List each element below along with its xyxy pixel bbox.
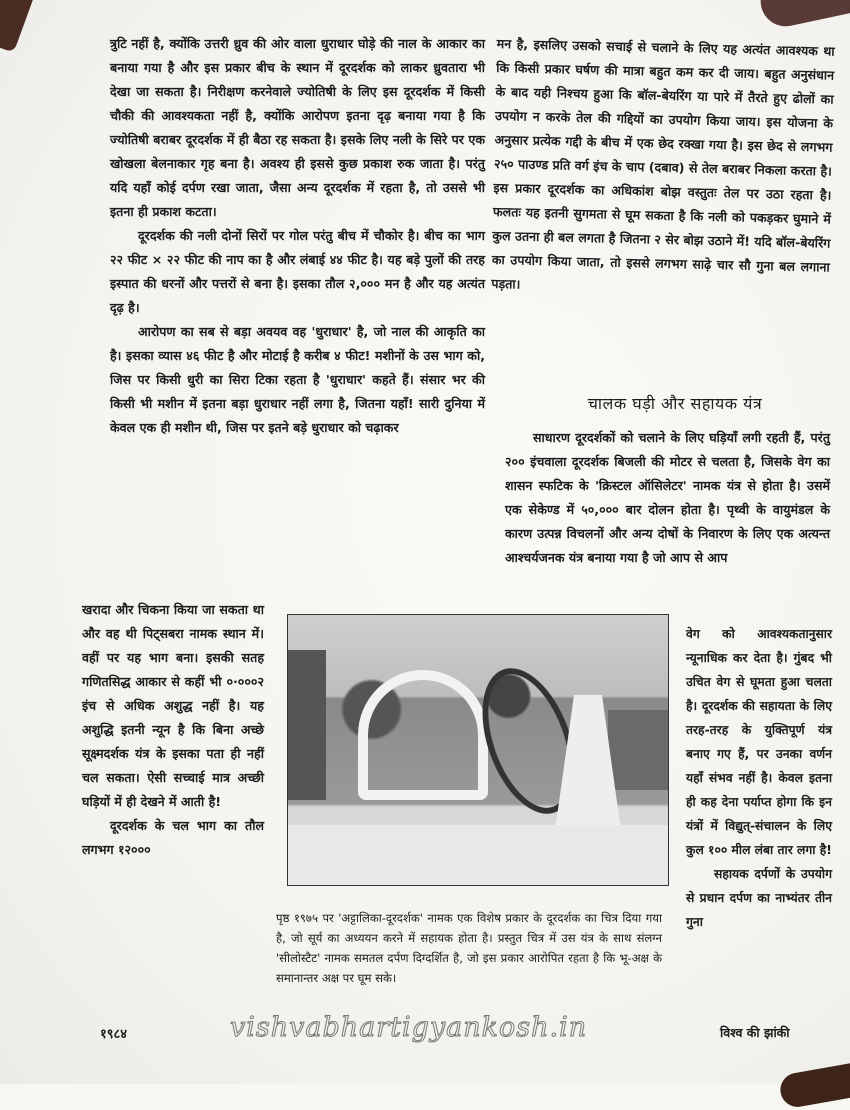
paragraph: त्रुटि नहीं है, क्योंकि उत्तरी ध्रुव की ओर वाला धुराधार घोड़े की नाल के आकार का बनाया गया है और इस प्रकार बीच के स्थान में दूरदर्शक को लाकर ध्रुवतारा भी देखा जा सकता है। निरीक्षण करनेवाले ज्योतिषी के लिए इस दूरदर्शक में किसी चौकी की आवश्यकता नहीं है, क्योंकि आरोपण इतना दृढ़ बनाया गया है कि ज्योतिषी बराबर दूरदर्शक में ही बैठा रह सकता है। इसके लिए नली के सिरे पर एक खोखला बेलनाकार गृह बना है। अवश्य ही इससे कुछ प्रकाश रुक जाता है। परंतु यदि यहाँ कोई दर्पण रखा जाता, जैसा अन्य दूरदर्शक में रहता है, तो उससे भी इतना ही प्रकाश कटता।: [110, 36, 485, 219]
paragraph: दूरदर्शक की नली दोनों सिरों पर गोल परंतु बीच में चौकोर है। बीच का भाग २२ फीट × २२ फीट की नाप का है और लंबाई ४४ फीट है। यह बड़े पुलों की तरह इस्पात की धरनों और पत्तरों से बना है। इसका तौल २,००० मन है और यह अत्यंत दृढ़ है।: [110, 228, 485, 315]
paragraph: सहायक दर्पणों के उपयोग से प्रधान दर्पण का नाभ्यंतर तीन गुना: [686, 867, 832, 929]
figure-caption: पृष्ठ १९७५ पर 'अट्टालिका-दूरदर्शक' नामक एक विशेष प्रकार के दूरदर्शक का चित्र दिया गया है, जो सूर्य का अध्ययन करने में सहायक होता है। प्रस्तुत चित्र में उस यंत्र के साथ संलग्न 'सीलोस्टैट' नामक समतल दर्पण दिग्दर्शित है, जो इस प्रकार आरोपित रहता है कि भू-अक्ष के समानान्तर अक्ष पर घूम सके।: [276, 911, 662, 985]
photo-building: [608, 710, 668, 790]
paragraph: वेग को आवश्यकतानुसार न्यूनाधिक कर देता है। गुंबद भी उचित वेग से घूमता हुआ चलता है। दूरदर्शक की सहायता के लिए तरह-तरह के युक्तिपूर्ण यंत्र बनाए गए हैं, पर उनका वर्णन यहाँ संभव नहीं है। केवल इतना ही कह देना पर्याप्त होगा कि इन यंत्रों में विद्युत्-संचालन के लिए कुल १०० मील लंबा तार लगा है!: [686, 627, 832, 857]
paragraph: आरोपण का सब से बड़ा अवयव वह 'धुराधार' है, जो नाल की आकृति का है। इसका व्यास ४६ फीट है और मोटाई है करीब ४ फीट! मशीनों के उस भाग को, जिस पर किसी धुरी का सिरा टिका रहता है 'धुराधार' कहते हैं। संसार भर की किसी भी मशीन में इतना बड़ा धुराधार नहीं लगा है, जितना यहाँ! सारी दुनिया में केवल एक ही मशीन थी, जिस पर इतने बड़े धुराधार को चढ़ाकर: [110, 324, 485, 435]
right-narrow-column-text: [686, 622, 832, 934]
right-column-text: [505, 426, 830, 570]
photo-mount-arch: [358, 670, 488, 800]
photo-building: [288, 650, 326, 800]
watermark: vishvabhartigyankosh.in: [230, 1012, 588, 1043]
section-heading: चालक घड़ी और सहायक यंत्र: [587, 394, 763, 413]
page-corner-shadow: [0, 0, 43, 53]
paragraph: मन है, इसलिए उसको सचाई से चलाने के लिए यह अत्यंत आवश्यक था कि किसी प्रकार घर्षण की मात्रा बहुत कम कर दी जाय। बहुत अनुसंधान के बाद यही निश्चय हुआ कि बॉल-बेयरिंग या पारे में तैरते हुए ढोलों का उपयोग न करके तेल की गद्दियों का उपयोग किया जाय। इस योजना के अनुसार प्रत्येक गद्दी के बीच में एक छेद रक्खा गया है। इस छेद से लगभग २५० पाउण्ड प्रति वर्ग इंच के चाप (दबाव) से तेल बराबर निकला करता है। इस प्रकार दूरदर्शक का अधिकांश बोझ वस्तुतः तेल पर उठा रहता है। फलतः यह इतनी सुगमता से घूम सकता है कि नली को पकड़कर घुमाने में कुल उतना ही बल लगता है जितना २ सेर बोझ उठाने में! यदि बॉल-बेयरिंग का उपयोग किया जाता, तो इससे लगभग साढ़े चार सौ गुना बल लगाना पड़ता।: [491, 35, 835, 292]
paragraph: दूरदर्शक के चल भाग का तौल लगभग १२०००: [82, 818, 264, 857]
paragraph: खरादा और चिकना किया जा सकता था और वह थी पिट्सबरा नामक स्थान में। वहीं पर यह भाग बना। इसकी सतह गणितसिद्ध आकार से कहीं भी ०·०००२ इंच से अधिक अशुद्ध नहीं है। यह अशुद्धि इतनी न्यून है कि बिना अच्छे सूक्ष्मदर्शक यंत्र के इसका पता ही नहीं चल सकता। ऐसी सच्चाई मात्र अच्छी घड़ियों में ही देखने में आती है!: [82, 602, 264, 809]
paragraph: साधारण दूरदर्शकों को चलाने के लिए घड़ियाँ लगी रहती हैं, परंतु २०० इंचवाला दूरदर्शक बिजली की मोटर से चलता है, जिसके वेग का शासन स्फटिक के 'क्रिस्टल ऑसिलेटर' नामक यंत्र से होता है। उसमें एक सेकेण्ड में ५०,००० बार दोलन होता है। पृथ्वी के वायुमंडल के कारण उत्पन्न विचलनों और अन्य दोषों के निवारण के लिए एक अत्यन्त आश्चर्यजनक यंत्र बनाया गया है जो आप से आप: [505, 430, 830, 565]
telescope-photo: [287, 614, 669, 886]
photo-ground: [288, 825, 668, 885]
right-column-text: [491, 32, 835, 304]
page-number: १९८४: [100, 1027, 128, 1042]
left-column-text: [110, 32, 485, 440]
page-corner-shadow: [756, 0, 850, 31]
page-corner-shadow: [778, 1060, 850, 1109]
running-title: विश्व की झांकी: [720, 1025, 790, 1040]
left-narrow-column-text: [82, 598, 264, 862]
